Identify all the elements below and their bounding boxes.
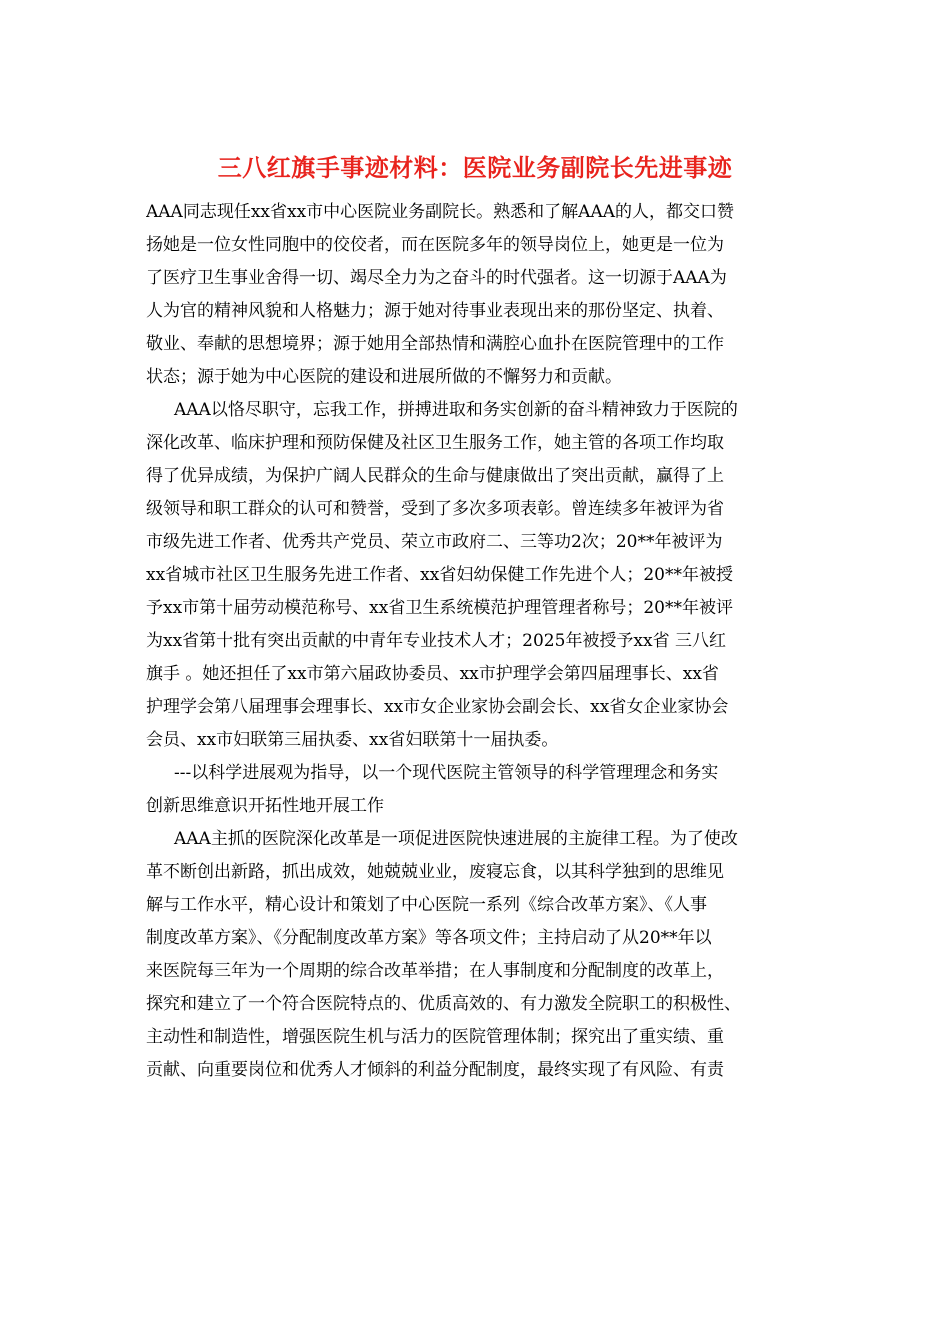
text-line: xx省城市社区卫生服务先进工作者、xx省妇幼保健工作先进个人；20**年被授 [146, 565, 733, 585]
text-line: 敬业、奉献的思想境界；源于她用全部热情和满腔心血扑在医院管理中的工作 [146, 334, 724, 354]
text-line: 了医疗卫生事业舍得一切、竭尽全力为之奋斗的时代强者。这一切源于AAA为 [146, 268, 727, 288]
text-line: AAA以恪尽职守，忘我工作，拼搏进取和务实创新的奋斗精神致力于医院的 [174, 400, 738, 420]
text-line: 级领导和职工群众的认可和赞誉，受到了多次多项表彰。曾连续多年被评为省 [146, 499, 724, 519]
text-line: 状态；源于她为中心医院的建设和进展所做的不懈努力和贡献。 [146, 367, 622, 387]
text-line: 得了优异成绩，为保护广阔人民群众的生命与健康做出了突出贡献，赢得了上 [146, 466, 724, 486]
text-line: 创新思维意识开拓性地开展工作 [146, 796, 384, 816]
paragraph-4 [146, 823, 812, 1087]
text-line: 会员、xx市妇联第三届执委、xx省妇联第十一届执委。 [146, 730, 559, 750]
text-line: 解与工作水平，精心设计和策划了中心医院一系列《综合改革方案》、《人事 [146, 895, 707, 915]
text-line: AAA主抓的医院深化改革是一项促进医院快速进展的主旋律工程。为了使改 [174, 829, 738, 849]
document-body [146, 196, 812, 1087]
text-line: 主动性和制造性，增强医院生机与活力的医院管理体制；探究出了重实绩、重 [146, 1027, 724, 1047]
section-heading [146, 757, 812, 823]
text-line: 贡献、向重要岗位和优秀人才倾斜的利益分配制度，最终实现了有风险、有责 [146, 1060, 724, 1080]
text-line: ---以科学进展观为指导，以一个现代医院主管领导的科学管理理念和务实 [174, 763, 719, 783]
document-title: 三八红旗手事迹材料：医院业务副院长先进事迹 [217, 153, 733, 182]
paragraph-2 [146, 394, 812, 757]
text-line: 扬她是一位女性同胞中的佼佼者，而在医院多年的领导岗位上，她更是一位为 [146, 235, 724, 255]
text-line: 护理学会第八届理事会理事长、xx市女企业家协会副会长、xx省女企业家协会 [146, 697, 729, 717]
text-line: 旗手 。她还担任了xx市第六届政协委员、xx市护理学会第四届理事长、xx省 [146, 664, 719, 684]
paragraph-1 [146, 196, 812, 394]
text-line: 制度改革方案》、《分配制度改革方案》等各项文件；主持启动了从20**年以 [146, 928, 712, 948]
text-line: 为xx省第十批有突出贡献的中青年专业技术人才；2025年被授予xx省 三八红 [146, 631, 727, 651]
text-line: 人为官的精神风貌和人格魅力；源于她对待事业表现出来的那份坚定、执着、 [146, 301, 724, 321]
text-line: 市级先进工作者、优秀共产党员、荣立市政府二、三等功2次；20**年被评为 [146, 532, 723, 552]
text-line: 来医院每三年为一个周期的综合改革举措；在人事制度和分配制度的改革上， [146, 961, 724, 981]
text-line: 革不断创出新路，抓出成效，她兢兢业业，废寝忘食，以其科学独到的思维见 [146, 862, 724, 882]
text-line: 深化改革、临床护理和预防保健及社区卫生服务工作，她主管的各项工作均取 [146, 433, 724, 453]
text-line: 予xx市第十届劳动模范称号、xx省卫生系统模范护理管理者称号；20**年被评 [146, 598, 733, 618]
text-line: AAA同志现任xx省xx市中心医院业务副院长。熟悉和了解AAA的人，都交口赞 [146, 202, 735, 222]
text-line: 探究和建立了一个符合医院特点的、优质高效的、有力激发全院职工的积极性、 [146, 994, 741, 1014]
